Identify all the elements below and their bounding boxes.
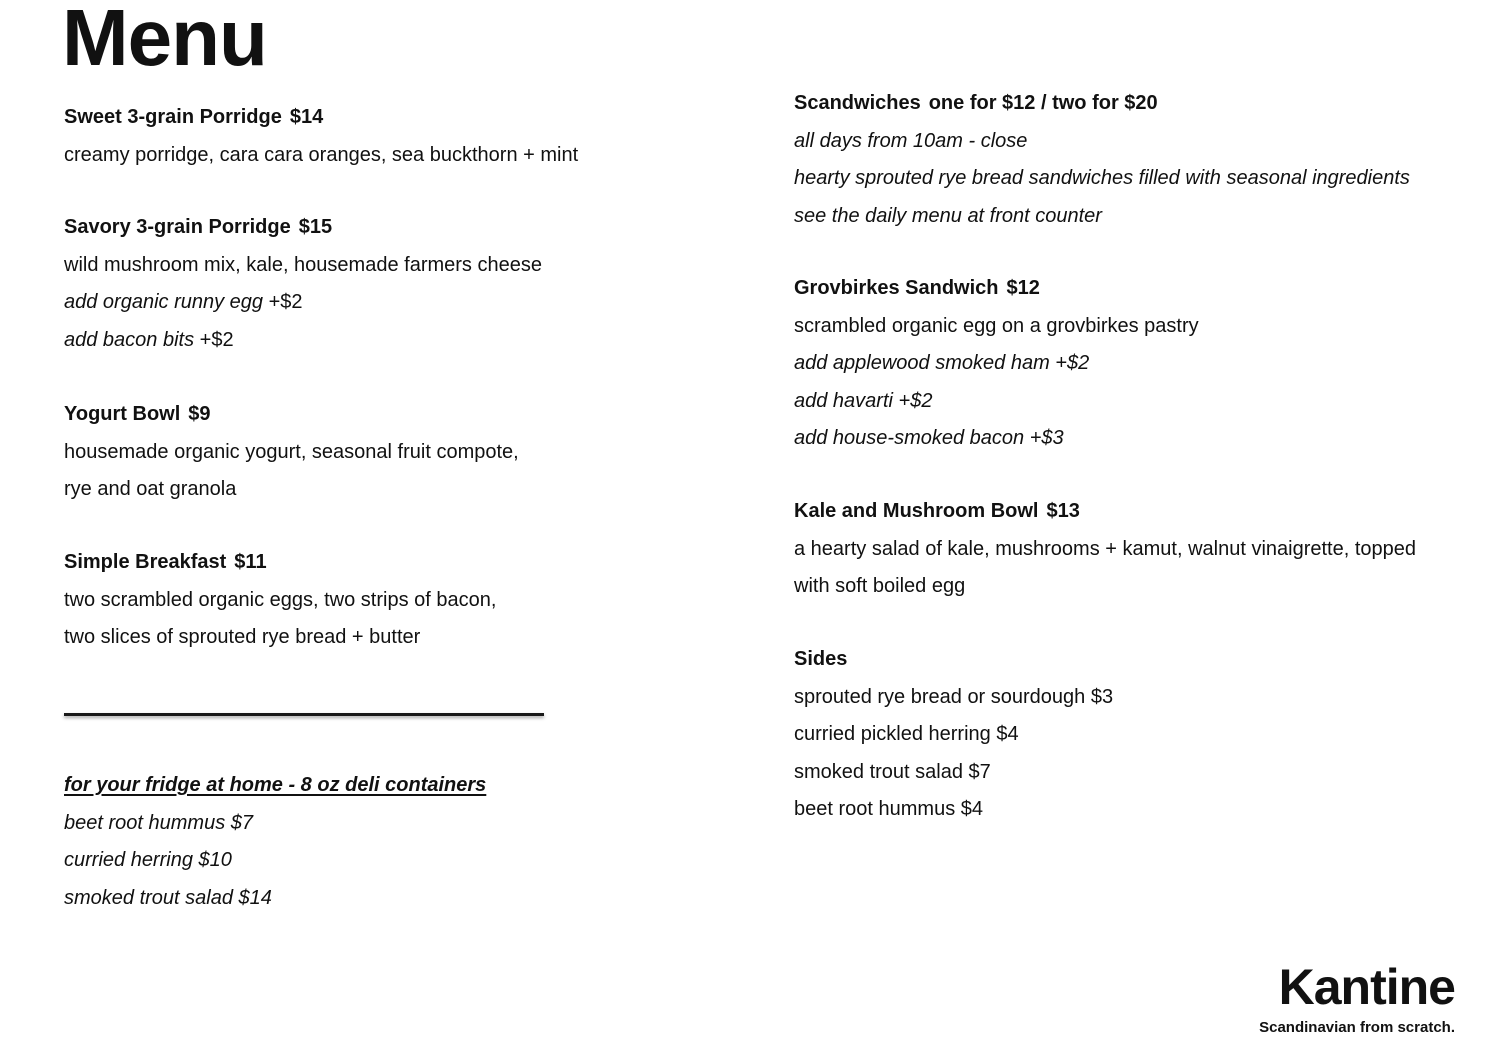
item-note: see the daily menu at front counter <box>794 204 1102 227</box>
addon-runny-egg <box>64 284 704 322</box>
item-description: two scrambled organic eggs, two strips of bacon, <box>64 588 497 611</box>
item-note: all days from 10am - close <box>794 129 1028 152</box>
sides-heading: Sides <box>794 648 848 670</box>
side-item: beet root hummus $4 <box>794 798 983 820</box>
side-item: sprouted rye bread or sourdough $3 <box>794 685 1114 708</box>
item-description: a hearty salad of kale, mushrooms + kamut, walnut vinaigrette, topped <box>794 537 1417 560</box>
item-price: one for $12 / two for $20 <box>928 92 1158 114</box>
item-name: Sweet 3-grain Porridge <box>64 106 282 128</box>
menu-item-simple-breakfast <box>64 544 704 657</box>
item-price: $14 <box>289 106 324 128</box>
brand-name: Kantine <box>1278 959 1455 1015</box>
addon: add havarti +$2 <box>794 389 933 412</box>
deli-item: smoked trout salad $14 <box>64 886 272 909</box>
menu-item-savory-porridge <box>64 209 704 359</box>
item-name: Yogurt Bowl <box>64 403 181 425</box>
brand-tagline: Scandinavian from scratch. <box>1259 1019 1455 1036</box>
addon-price: +$2 <box>268 291 303 313</box>
item-description: rye and oat granola <box>64 478 237 500</box>
section-divider <box>64 713 544 716</box>
addon-label: add organic runny egg <box>64 291 264 313</box>
addon-bacon-bits <box>64 322 704 360</box>
side-item: smoked trout salad $7 <box>794 760 991 783</box>
item-name: Grovbirkes Sandwich <box>794 277 999 299</box>
item-description: creamy porridge, cara cara oranges, sea buckthorn + mint <box>64 143 579 166</box>
menu-item-yogurt-bowl <box>64 396 704 509</box>
menu-item-grovbirkes <box>794 270 1474 458</box>
item-name: Kale and Mushroom Bowl <box>794 500 1039 522</box>
menu-item-kale-bowl <box>794 493 1474 606</box>
brand-logo <box>1259 959 1455 1036</box>
item-note: hearty sprouted rye bread sandwiches filled with seasonal ingredients <box>794 167 1410 189</box>
item-price: $11 <box>234 551 267 573</box>
item-price: $15 <box>298 216 333 238</box>
page-title: Menu <box>62 0 267 82</box>
item-name: Simple Breakfast <box>64 551 227 573</box>
addon: add house-smoked bacon +$3 <box>794 427 1064 449</box>
item-description: wild mushroom mix, kale, housemade farmers cheese <box>64 253 542 276</box>
side-item: curried pickled herring $4 <box>794 723 1019 745</box>
item-price: $13 <box>1046 500 1080 522</box>
deli-heading: for your fridge at home - 8 oz deli containers <box>64 774 487 796</box>
addon: add applewood smoked ham +$2 <box>794 352 1090 374</box>
item-description: scrambled organic egg on a grovbirkes pastry <box>794 314 1199 337</box>
item-price: $9 <box>188 403 211 425</box>
item-price: $12 <box>1006 277 1040 299</box>
deli-section <box>64 767 704 917</box>
deli-item: curried herring $10 <box>64 849 232 871</box>
addon-price: +$2 <box>199 328 234 351</box>
menu-item-sweet-porridge <box>64 99 704 174</box>
item-name: Savory 3-grain Porridge <box>64 216 291 238</box>
menu-item-scandwiches <box>794 85 1474 235</box>
item-description: housemade organic yogurt, seasonal fruit compote, <box>64 440 519 463</box>
sides-section <box>794 641 1474 829</box>
item-description: with soft boiled egg <box>794 575 966 597</box>
deli-item: beet root hummus $7 <box>64 811 253 834</box>
item-name: Scandwiches <box>794 92 921 114</box>
item-description: two slices of sprouted rye bread + butter <box>64 626 421 648</box>
addon-label: add bacon bits <box>64 328 195 351</box>
